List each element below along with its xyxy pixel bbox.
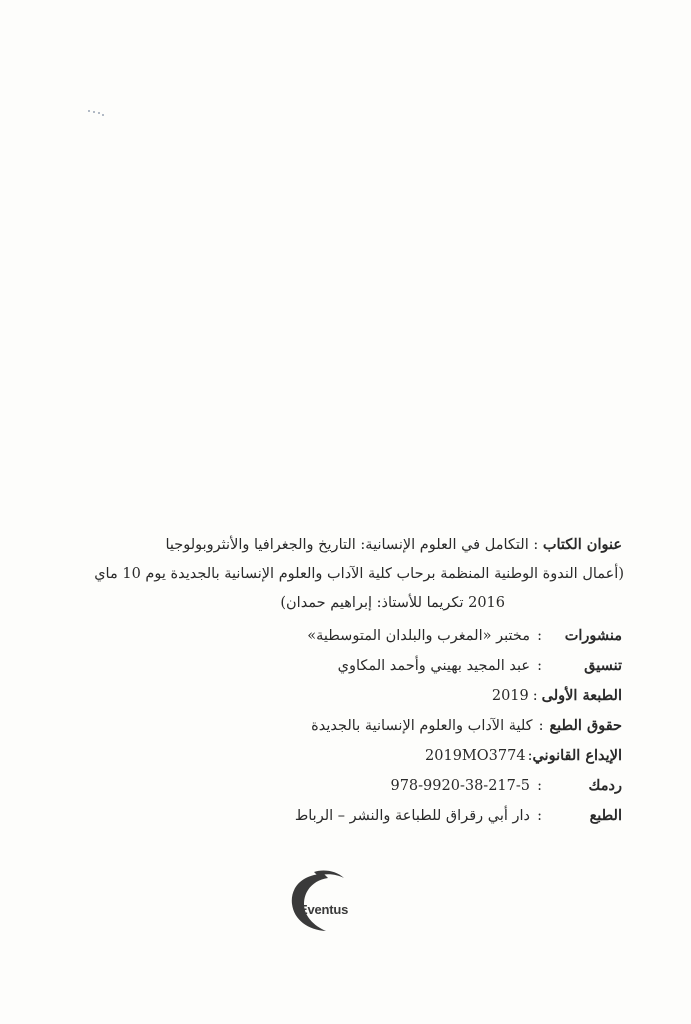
- row-value: كلية الآداب والعلوم الإنسانية بالجديدة: [311, 718, 533, 734]
- book-title-value: التكامل في العلوم الإنسانية: التاريخ والجغرافيا والأنثروبولوجيا: [165, 537, 529, 553]
- separator: :: [537, 808, 542, 824]
- separator: :: [537, 658, 542, 674]
- subtitle-line-1: [22, 565, 622, 583]
- row-value: 2019: [491, 688, 529, 704]
- scan-speckles: [88, 108, 108, 116]
- separator: :: [532, 688, 538, 704]
- book-title-line: [22, 536, 622, 554]
- row-label: الإيداع القانوني: [532, 747, 622, 764]
- row-publisher: [22, 627, 622, 645]
- subtitle-line-1-text: (أعمال الندوة الوطنية المنظمة برحاب كلية الآداب والعلوم الإنسانية بالجديدة يوم 10 ماي: [94, 566, 624, 582]
- logo-text: Eventus: [299, 902, 349, 917]
- bibliographic-block: [22, 536, 622, 825]
- subtitle-line-2: [22, 594, 622, 612]
- row-label: تنسيق: [584, 657, 622, 674]
- book-title-label: عنوان الكتاب: [542, 536, 622, 553]
- row-coordination: [22, 657, 622, 675]
- row-label: الطبع: [589, 807, 622, 824]
- row-label: الطبعة الأولى: [541, 687, 622, 704]
- separator: :: [537, 628, 542, 644]
- row-value: دار أبي رقراق للطباعة والنشر – الرباط: [294, 808, 530, 824]
- row-value: 2019MO3774: [425, 748, 526, 764]
- row-label: ردمك: [588, 777, 622, 794]
- separator: :: [538, 718, 544, 734]
- row-value: 978-9920-38-217-5: [390, 778, 530, 794]
- row-isbn: [22, 777, 622, 795]
- row-printer: [22, 807, 622, 825]
- row-value: عبد المجيد بهيني وأحمد المكاوي: [337, 658, 530, 674]
- subtitle-line-2-text: 2016 تكريما للأستاذ: إبراهيم حمدان): [280, 595, 505, 611]
- separator: :: [533, 537, 539, 553]
- row-edition: [22, 687, 622, 705]
- separator: :: [537, 778, 542, 794]
- separator: :: [527, 748, 533, 764]
- row-label: منشورات: [564, 627, 622, 644]
- row-copyright: [22, 717, 622, 735]
- eventus-logo: [284, 868, 360, 938]
- row-label: حقوق الطبع: [549, 717, 622, 734]
- row-legal-deposit: [22, 747, 622, 765]
- row-value: مختبر «المغرب والبلدان المتوسطية»: [307, 628, 530, 644]
